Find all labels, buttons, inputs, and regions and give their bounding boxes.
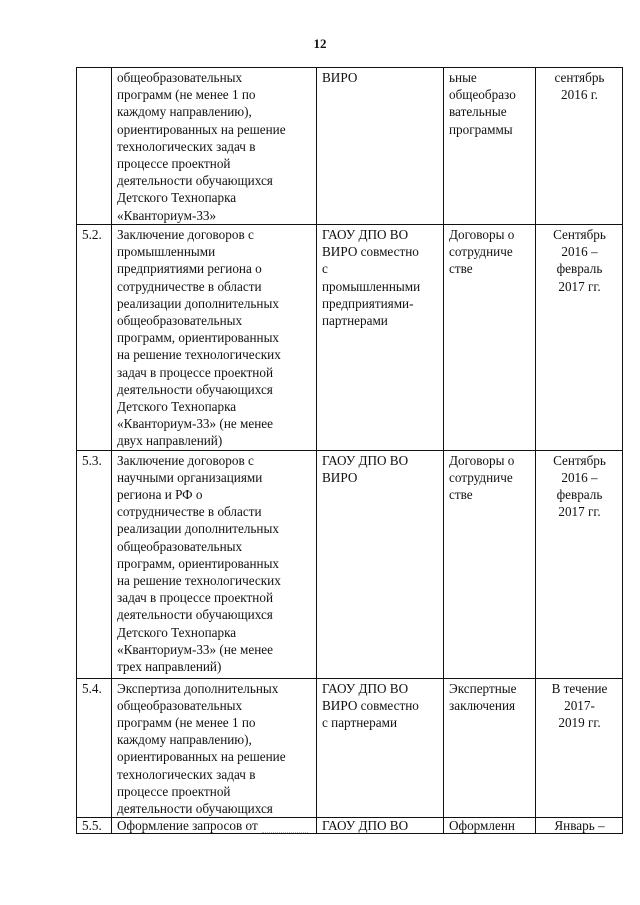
activity-cell-line: процессе проектной [117, 783, 231, 799]
activity-cell-line: общеобразовательных [117, 697, 243, 713]
result-cell-line: ьные [449, 70, 477, 85]
row-number: 5.2. [77, 225, 112, 451]
date-cell-line: 2016 – [561, 244, 598, 260]
activity-cell-line: деятельности обучающихся [117, 381, 273, 397]
date-cell-line: 2019 гг. [558, 715, 601, 731]
activity-cell-line: Заключение договоров с [117, 227, 254, 242]
activity-cell-line: реализации дополнительных [117, 521, 279, 537]
scan-artifact [262, 832, 308, 837]
result-cell-line: заключения [449, 697, 516, 713]
activity-cell-line: предприятиями региона о [117, 261, 262, 277]
date-cell-line: 2017- [564, 697, 595, 713]
activity-cell [112, 450, 317, 678]
activity-cell-line: технологических задач в [117, 138, 256, 154]
activity-cell-line: трех направлений) [117, 659, 222, 675]
date-cell-line: февраль [556, 487, 603, 503]
result-cell [444, 68, 536, 225]
activity-cell-line: деятельности обучающихся [117, 607, 273, 623]
responsible-cell-line: ГАОУ ДПО ВО [322, 227, 409, 242]
result-cell [444, 450, 536, 678]
activity-cell-line: общеобразовательных [117, 538, 243, 554]
activity-cell-line: Заключение договоров с [117, 452, 254, 468]
activity-cell-line: на решение технологических [117, 573, 281, 589]
responsible-cell-line: предприятиями- [322, 295, 414, 311]
date-cell-line: Сентябрь [553, 452, 606, 468]
date-cell-line: 2016 – [561, 469, 598, 485]
responsible-cell-line: ВИРО совместно [322, 244, 419, 260]
activity-cell-line: Экспертиза дополнительных [117, 680, 279, 696]
date-cell [536, 450, 623, 678]
responsible-cell [317, 225, 444, 451]
table-row [77, 68, 623, 225]
responsible-cell-line: ВИРО совместно [322, 697, 419, 713]
activity-cell-line: Детского Технопарка [117, 624, 237, 640]
result-cell [444, 225, 536, 451]
activity-cell-line: деятельности обучающихся [117, 801, 273, 817]
row-number: 5.5. [77, 818, 112, 834]
date-cell-line: сентябрь [554, 70, 605, 85]
responsible-cell [317, 68, 444, 225]
result-cell-line: Оформленн [449, 818, 515, 834]
responsible-cell-line: промышленными [322, 278, 421, 294]
activity-cell-line: ориентированных на решение [117, 749, 286, 765]
date-cell-line: В течение [551, 680, 608, 696]
table-row [77, 818, 623, 834]
table-row [77, 225, 623, 451]
date-cell-line: 2016 г. [561, 87, 598, 103]
result-cell-line: общеобразо [449, 87, 516, 103]
activity-cell-line: Детского Технопарка [117, 190, 237, 206]
plan-table [76, 67, 623, 834]
responsible-cell-line: с партнерами [322, 715, 398, 731]
responsible-cell [317, 678, 444, 818]
activity-cell-line: программ, ориентированных [117, 330, 280, 346]
result-cell-line: Договоры о [449, 227, 515, 242]
activity-cell [112, 225, 317, 451]
activity-cell-line: процессе проектной [117, 156, 231, 172]
activity-cell-line: задач в процессе проектной [117, 364, 274, 380]
responsible-cell-line: ГАОУ ДПО ВО [322, 452, 409, 468]
activity-cell-line: деятельности обучающихся [117, 173, 273, 189]
activity-cell-line: ориентированных на решение [117, 121, 286, 137]
result-cell-line: программы [449, 121, 513, 137]
activity-cell-line: Оформление запросов от [117, 818, 258, 834]
responsible-cell-line: ГАОУ ДПО ВО [322, 818, 409, 834]
row-number [77, 68, 112, 225]
responsible-cell-line: ВИРО [322, 469, 358, 485]
responsible-cell-line: партнерами [322, 313, 388, 329]
activity-cell-line: программ (не менее 1 по [117, 87, 256, 103]
activity-cell-line: реализации дополнительных [117, 295, 279, 311]
date-cell [536, 818, 623, 834]
activity-cell [112, 678, 317, 818]
responsible-cell-line: ВИРО [322, 70, 358, 85]
activity-cell-line: научными организациями [117, 469, 263, 485]
table-row [77, 678, 623, 818]
activity-cell-line: задач в процессе проектной [117, 590, 274, 606]
result-cell-line: сотрудниче [449, 244, 513, 260]
activity-cell-line: общеобразовательных [117, 70, 243, 85]
activity-cell-line: сотрудничестве в области [117, 278, 262, 294]
activity-cell-line: «Кванториум-33» (не менее [117, 641, 273, 657]
responsible-cell [317, 450, 444, 678]
row-number: 5.4. [77, 678, 112, 818]
activity-cell-line: промышленными [117, 244, 216, 260]
responsible-cell-line: с [322, 261, 328, 277]
date-cell-line: Сентябрь [553, 227, 606, 242]
result-cell-line: Экспертные [449, 680, 517, 696]
activity-cell-line: общеобразовательных [117, 313, 243, 329]
activity-cell-line: Детского Технопарка [117, 399, 237, 415]
page-number: 12 [313, 36, 327, 51]
activity-cell [112, 68, 317, 225]
activity-cell-line: «Кванториум-33» [117, 207, 217, 223]
activity-cell-line: программ (не менее 1 по [117, 715, 256, 731]
result-cell-line: сотрудниче [449, 469, 513, 485]
date-cell [536, 225, 623, 451]
result-cell [444, 818, 536, 834]
result-cell-line: стве [449, 261, 473, 277]
row-number: 5.3. [77, 450, 112, 678]
activity-cell-line: каждому направлению), [117, 104, 252, 120]
table-row [77, 450, 623, 678]
activity-cell-line: на решение технологических [117, 347, 281, 363]
activity-cell-line: региона и РФ о [117, 487, 203, 503]
responsible-cell [317, 818, 444, 834]
activity-cell-line: двух направлений) [117, 433, 223, 449]
date-cell-line: 2017 гг. [558, 504, 601, 520]
date-cell-line: Январь – [554, 818, 605, 834]
date-cell [536, 68, 623, 225]
date-cell-line: февраль [556, 261, 603, 277]
result-cell-line: Договоры о [449, 452, 515, 468]
date-cell [536, 678, 623, 818]
result-cell-line: стве [449, 487, 473, 503]
activity-cell-line: сотрудничестве в области [117, 504, 262, 520]
responsible-cell-line: ГАОУ ДПО ВО [322, 680, 409, 696]
activity-cell-line: каждому направлению), [117, 732, 252, 748]
result-cell-line: вательные [449, 104, 507, 120]
activity-cell-line: программ, ориентированных [117, 555, 280, 571]
date-cell-line: 2017 гг. [558, 278, 601, 294]
activity-cell-line: «Кванториум-33» (не менее [117, 416, 273, 432]
result-cell [444, 678, 536, 818]
activity-cell-line: технологических задач в [117, 766, 256, 782]
